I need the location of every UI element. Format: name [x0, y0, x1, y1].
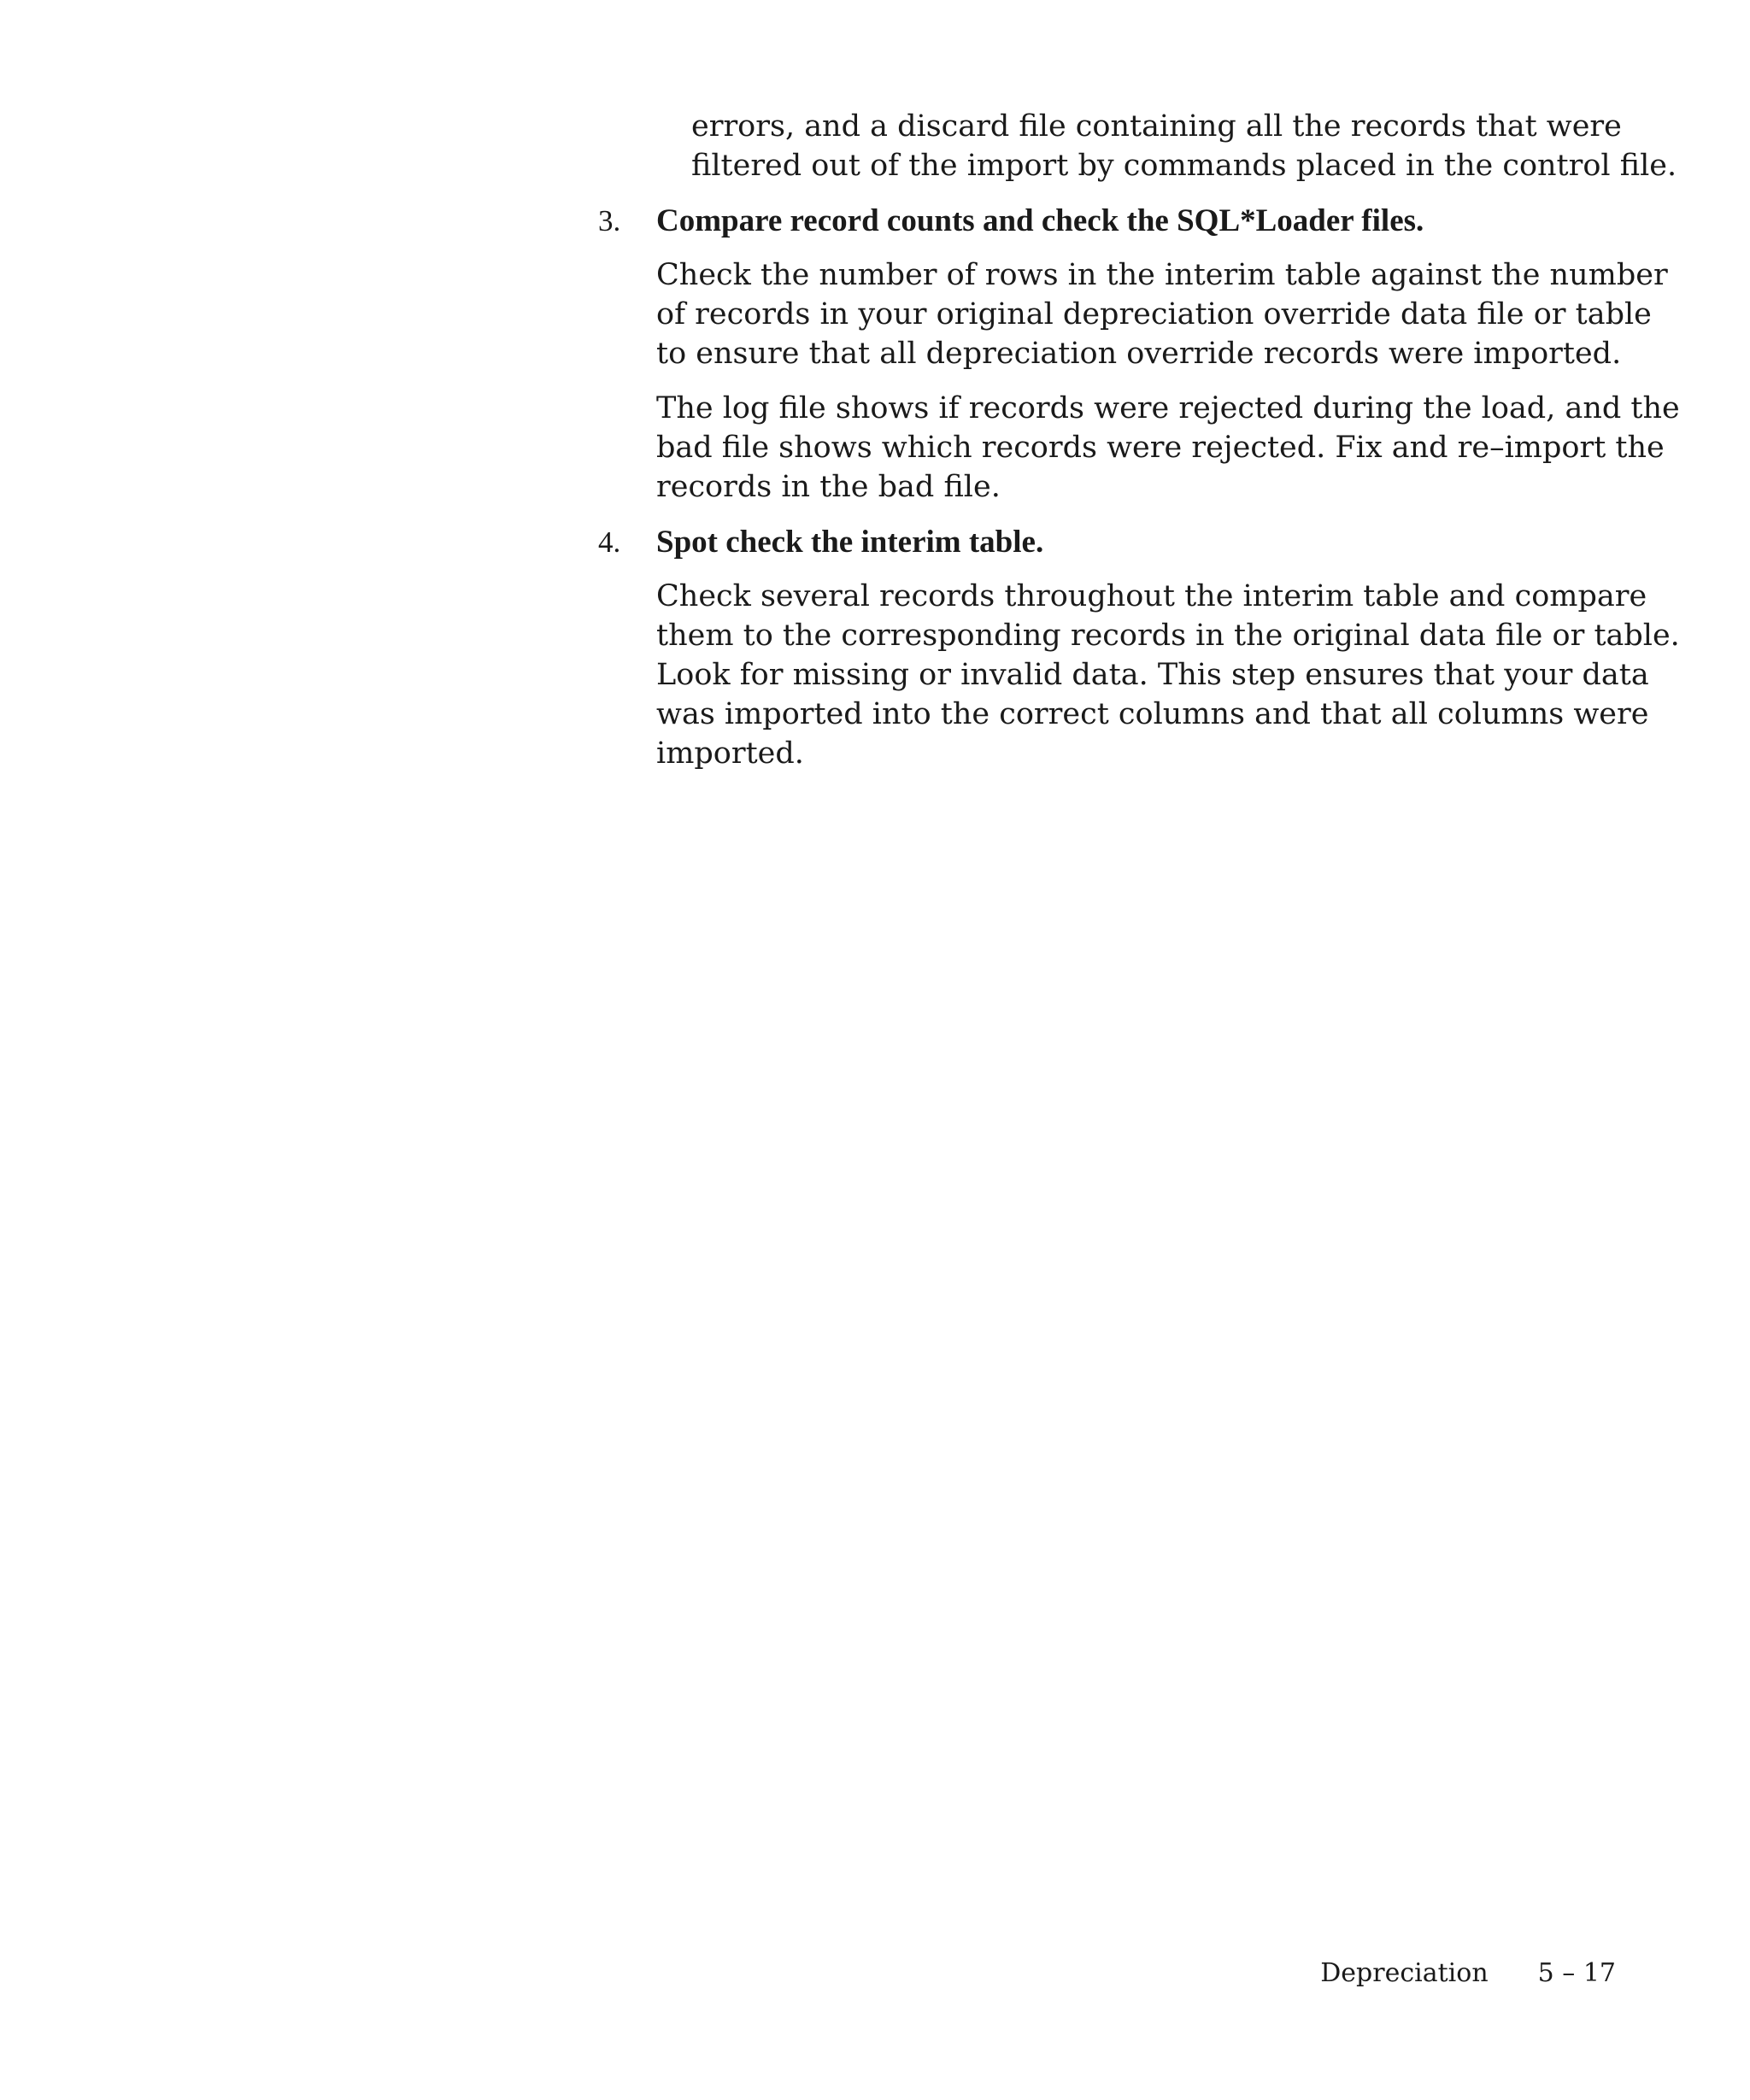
step-4 — [598, 522, 1680, 773]
footer-page-number: 5 – 17 — [1537, 1958, 1616, 1988]
text-line: imported. — [656, 736, 804, 771]
text-line: The log file shows if records were rejected during the load, and the — [656, 391, 1680, 425]
text-line: errors, and a discard file containing all the records that were — [691, 109, 1622, 144]
page-footer — [1320, 1956, 1616, 1991]
continued-paragraph — [691, 107, 1677, 185]
body-content — [598, 107, 1680, 789]
step-paragraph — [656, 389, 1680, 507]
text-line: bad file shows which records were rejected. Fix and re–import the — [656, 431, 1665, 465]
text-line: to ensure that all depreciation override records were imported. — [656, 337, 1622, 371]
text-line: Look for missing or invalid data. This step ensures that your data — [656, 658, 1649, 692]
step-title: Spot check the interim table. — [656, 525, 1044, 560]
footer-section-name: Depreciation — [1320, 1958, 1489, 1988]
text-line: records in the bad file. — [656, 470, 1001, 504]
text-line: them to the corresponding records in the original data file or table. — [656, 619, 1680, 653]
text-line: filtered out of the import by commands placed in the control file. — [691, 149, 1677, 183]
step-number: 3. — [598, 204, 621, 238]
text-line: of records in your original depreciation override data file or table — [656, 297, 1652, 331]
text-line: was imported into the correct columns and that all columns were — [656, 697, 1649, 731]
step-3 — [598, 201, 1680, 507]
step-paragraph — [656, 577, 1680, 773]
text-line: Check the number of rows in the interim table against the number — [656, 258, 1668, 292]
step-paragraph — [656, 255, 1668, 373]
step-title: Compare record counts and check the SQL*Loader files. — [656, 203, 1424, 238]
text-line: Check several records throughout the interim table and compare — [656, 579, 1647, 613]
step-number: 4. — [598, 525, 621, 559]
